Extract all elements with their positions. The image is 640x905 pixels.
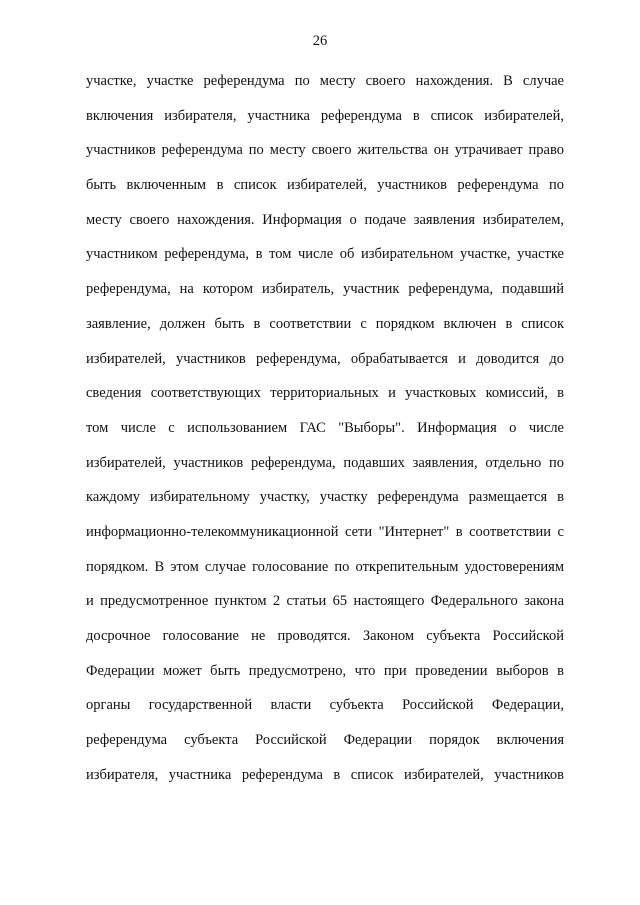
text-line: том числе с использованием ГАС "Выборы". Информация о числе xyxy=(86,419,564,436)
text-line: месту своего нахождения. Информация о подаче заявления избирателем, xyxy=(86,211,564,228)
text-line: избирателей, участников референдума, обрабатывается и доводится до xyxy=(86,350,564,367)
text-line: каждому избирательному участку, участку референдума размещается в xyxy=(86,489,564,506)
text-line: быть включенным в список избирателей, участников референдума по xyxy=(86,177,564,194)
text-line: избирателя, участника референдума в список избирателей, участников xyxy=(86,766,564,783)
text-line: участке, участке референдума по месту своего нахождения. В случае xyxy=(86,73,564,89)
body-text xyxy=(86,64,564,792)
text-line: референдума субъекта Российской Федерации порядок включения xyxy=(86,732,564,749)
text-line: заявление, должен быть в соответствии с порядком включен в список xyxy=(86,315,564,332)
page-number: 26 xyxy=(312,33,328,49)
text-line: и предусмотренное пунктом 2 статьи 65 настоящего Федерального закона xyxy=(86,593,564,610)
text-line: избирателей, участников референдума, подавших заявления, отдельно по xyxy=(86,454,564,471)
text-line: референдума, на котором избиратель, участник референдума, подавший xyxy=(86,281,564,298)
text-line: информационно-телекоммуникационной сети "Интернет" в соответствии с xyxy=(86,523,564,540)
text-line: Федерации может быть предусмотрено, что при проведении выборов в xyxy=(86,662,564,679)
text-line: участником референдума, в том числе об избирательном участке, участке xyxy=(86,246,564,263)
text-line: порядком. В этом случае голосование по открепительным удостоверениям xyxy=(86,558,564,575)
text-line: досрочное голосование не проводятся. Законом субъекта Российской xyxy=(86,628,564,644)
text-line: участников референдума по месту своего жительства он утрачивает право xyxy=(86,142,564,159)
text-line: органы государственной власти субъекта Российской Федерации, xyxy=(86,697,564,714)
text-line: включения избирателя, участника референдума в список избирателей, xyxy=(86,107,564,124)
text-line: сведения соответствующих территориальных и участковых комиссий, в xyxy=(86,385,564,402)
